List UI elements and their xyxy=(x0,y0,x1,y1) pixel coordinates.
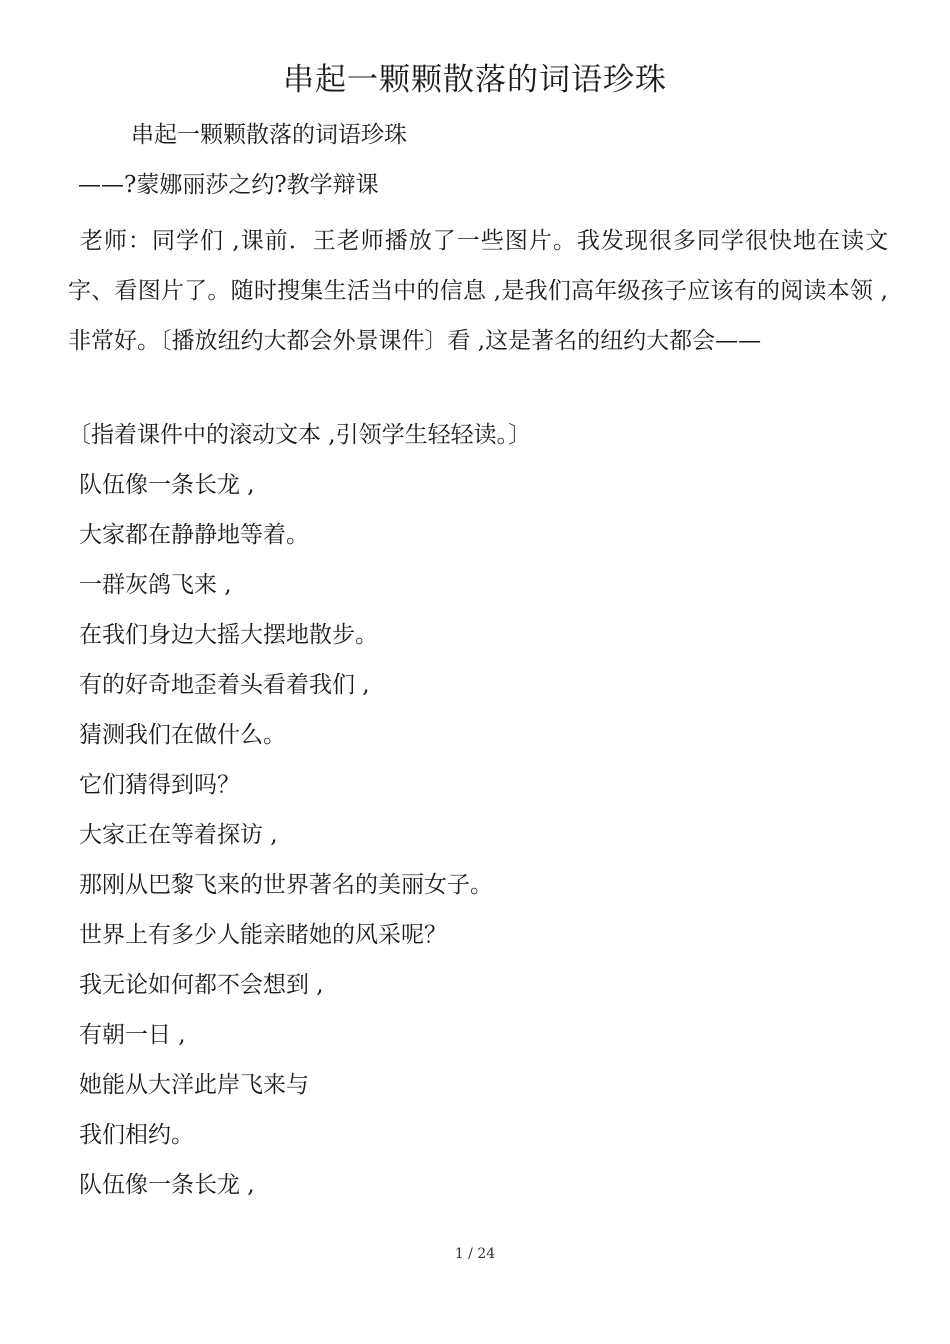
poem-line: 大家都在静静地等着。 xyxy=(79,522,309,548)
page-indicator: 1 / 24 xyxy=(454,1246,496,1262)
intro-paragraph: 老师：同学们 ,课前．王老师播放了一些图片。我发现很多同学很快地在读文字、看图片了。随时搜集生活当中的信息 ,是我们高年级孩子应该有的阅读本领 ,非常好。〔播放纽约大都会外景课件〕看 ,这是著名的纽约大都会—— xyxy=(68,228,888,354)
poem-lines xyxy=(79,468,493,1218)
poem-line: 我无论如何都不会想到 , xyxy=(79,972,324,998)
stage-direction: 〔指着课件中的滚动文本 ,引领学生轻轻读。〕 xyxy=(68,422,532,448)
poem-line: 她能从大洋此岸飞来与 xyxy=(79,1072,309,1098)
poem-line: 我们相约。 xyxy=(79,1122,194,1148)
poem-line: 世界上有多少人能亲睹她的风采呢？ xyxy=(79,922,447,948)
poem-line: 有的好奇地歪着头看着我们 , xyxy=(79,672,370,698)
poem-line: 大家正在等着探访 , xyxy=(79,822,278,848)
poem-line: 队伍像一条长龙 , xyxy=(79,472,255,498)
poem-line: 猜测我们在做什么。 xyxy=(79,722,286,748)
document-subtitle: 串起一颗颗散落的词语珍珠 xyxy=(131,122,407,148)
poem-line: 在我们身边大摇大摆地散步。 xyxy=(79,622,378,648)
document-title: 串起一颗颗散落的词语珍珠 xyxy=(283,62,667,98)
poem-line: 那刚从巴黎飞来的世界著名的美丽女子。 xyxy=(79,872,493,898)
poem-line: 队伍像一条长龙 , xyxy=(79,1172,255,1198)
poem-line: 它们猜得到吗？ xyxy=(79,772,240,798)
poem-line: 有朝一日 , xyxy=(79,1022,186,1048)
poem-line: 一群灰鸽飞来 , xyxy=(79,572,232,598)
document-byline: ——?蒙娜丽莎之约?教学辩课 xyxy=(78,172,379,198)
